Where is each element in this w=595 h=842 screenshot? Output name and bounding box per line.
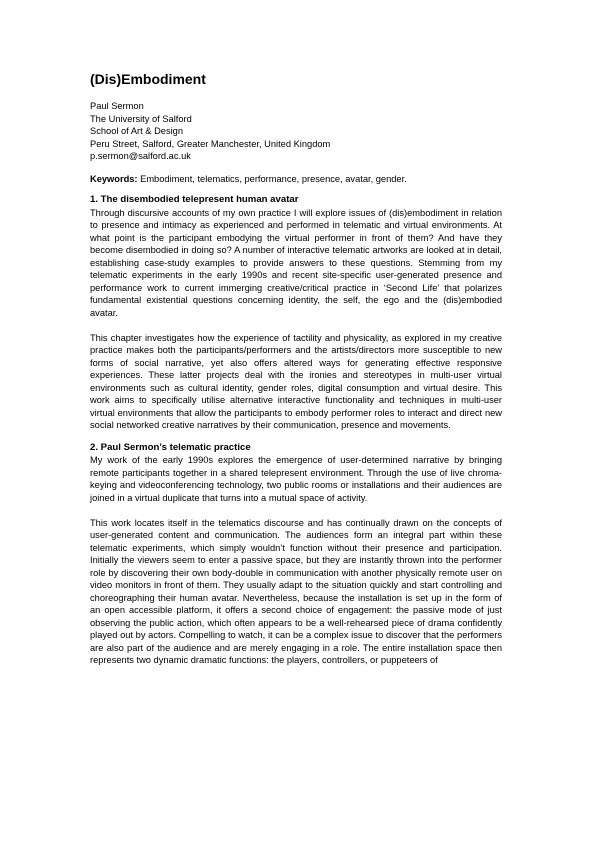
author-block [90, 100, 502, 163]
paper-page [90, 70, 502, 679]
author-name: Paul Sermon [90, 101, 144, 111]
section-2-paragraph-2: This work locates itself in the telematics discourse and has continually drawn on the concepts of user-generated content and communication. The audiences form an integral part within these telematic experiments, which simply wouldn’t function without their presence and participation. Initially the viewers seem to enter a passive space, but they are instantly thrown into the performer role by discovering their own body-double in communication with another physically remote user on video monitors in front of them. They usually adapt to the situation quickly and start controlling and choreographing their human avatar. Nevertheless, because the installation is set up in the form of an open accessible platform, it offers a second choice of engagement: the passive mode of just observing the public action, which often appears to be a well-rehearsed piece of drama confidently played out by actors. Compelling to watch, it can be a complex issue to discover that the performers are also part of the audience and are merely engaging in a role. The entire installation space then represents two dynamic dramatic functions: the players, controllers, or puppeteers of [90, 517, 502, 665]
author-address: Peru Street, Salford, Greater Manchester, United Kingdom [90, 138, 331, 149]
section-1-paragraph-2: This chapter investigates how the experience of tactility and physicality, as explored in my creative practice makes both the participants/performers and the artists/directors more susceptible to new forms of social narrative, yet also offers altered ways for generating effective responsive experiences. These latter projects deal with the ironies and stereotypes in multi-user virtual environments such as cultural identity, gender roles, digital consumption and virtual desire. This work aims to specifically utilise alternative interactive functionality and techniques in multi-user virtual environments that allow the participants to embody performer roles to interact and direct new social networked creative narratives by their communication, presence and movements. [90, 332, 502, 430]
keywords-text: Embodiment, telematics, performance, presence, avatar, gender. [137, 173, 407, 184]
keywords-label: Keywords: [90, 173, 138, 184]
section-1-heading: 1. The disembodied telepresent human avatar [90, 194, 299, 205]
author-school: School of Art & Design [90, 126, 184, 136]
section-2-heading: 2. Paul Sermon’s telematic practice [90, 441, 251, 453]
paper-title: (Dis)Embodiment [90, 71, 206, 87]
section-1-paragraph-1: Through discursive accounts of my own practice I will explore issues of (dis)embodiment in relation to presence and intimacy as experienced and performed in telematic and virtual environments. At what point is the participant embodying the virtual performer in front of them? And have they become disembodied in doing so? A number of interactive telematic artworks are looked at in detail, establishing case-study examples to provide answers to these questions. Stemming from my telematic experiments in the early 1990s and recent site-specific user-generated presence and performance work to current immerging creative/critical practice in ‘Second Life’ that polarizes fundamental existential questions concerning identity, the self, the ego and the (dis)embodied avatar. [90, 207, 502, 318]
author-email: p.sermon@salford.ac.uk [90, 151, 191, 161]
section-2-paragraph-1: My work of the early 1990s explores the emergence of user-determined narrative by bringing remote participants together in a shared telepresent environment. Through the use of live chroma-keying and videoconferencing technology, two public rooms or installations and their audiences are joined in a virtual duplicate that turns into a mutual space of activity. [90, 455, 502, 503]
author-institution: The University of Salford [90, 113, 192, 124]
keywords-line [90, 173, 502, 186]
